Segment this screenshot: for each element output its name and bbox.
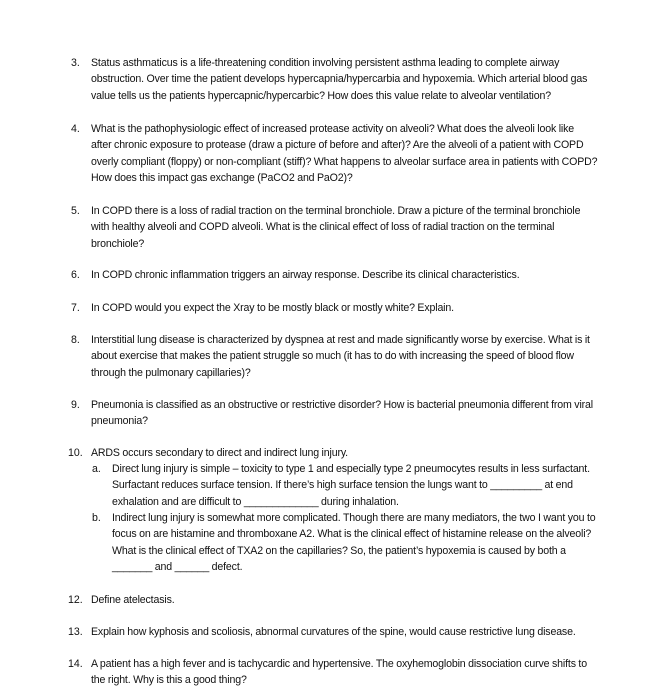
subpart-text (112, 510, 642, 576)
question-number: 14. (68, 658, 83, 670)
question-number: 3. (71, 57, 80, 69)
question-text (91, 624, 621, 640)
text-line: In COPD there is a loss of radial traction on the terminal bronchiole. Draw a picture of the terminal bronchiole (91, 205, 581, 217)
text-line: obstruction. Over time the patient develops hypercapnia/hypercarbia and hypoxemia. Which arterial blood gas (91, 73, 588, 86)
question-number: 12. (68, 594, 83, 606)
question-text (91, 332, 621, 381)
text-line: pneumonia? (91, 415, 148, 428)
text-line: through the pulmonary capillaries)? (91, 366, 251, 379)
text-line: Pneumonia is classified as an obstructive or restrictive disorder? How is bacterial pneumonia different from viral (91, 399, 593, 411)
text-line: ARDS occurs secondary to direct and indirect lung injury. (91, 447, 348, 459)
text-line: the right. Why is this a good thing? (91, 674, 247, 687)
text-line: value tells us the patients hypercapnic/hypercarbic? How does this value relate to alveolar ventilation? (91, 89, 551, 102)
question-number: 4. (71, 123, 80, 135)
question-text (91, 592, 621, 608)
question-text (91, 397, 621, 430)
question-number: 5. (71, 205, 80, 217)
text-line: In COPD would you expect the Xray to be mostly black or mostly white? Explain. (91, 302, 454, 314)
text-line: focus on are histamine and thromboxane A2. What is the clinical effect of histamine release on the alveoli? (112, 528, 592, 541)
text-line: bronchiole? (91, 237, 145, 250)
text-line: with healthy alveoli and COPD alveoli. What is the clinical effect of loss of radial traction on the terminal (91, 221, 555, 234)
text-line: about exercise that makes the patient struggle so much (it has to do with increasing the speed of blood flow (91, 350, 574, 363)
text-line: after chronic exposure to protease (draw a picture of before and after)? Are the alveoli of a patient with COPD (91, 139, 584, 152)
question-number: 9. (71, 399, 80, 411)
text-line: Direct lung injury is simple – toxicity to type 1 and especially type 2 pneumocytes results in less surfactant. (112, 463, 590, 475)
text-line: How does this impact gas exchange (PaCO2 and PaO2)? (91, 172, 353, 185)
text-line: overly compliant (floppy) or non-compliant (stiff)? What happens to alveolar surface area in patients with COPD? (91, 155, 598, 168)
text-line: In COPD chronic inflammation triggers an airway response. Describe its clinical characteristics. (91, 269, 520, 281)
text-line: Define atelectasis. (91, 594, 175, 606)
text-line: What is the clinical effect of TXA2 on the capillaries? So, the patient’s hypoxemia is caused by both a (112, 544, 566, 557)
question-number: 7. (71, 302, 80, 314)
text-line: Interstitial lung disease is characterized by dyspnea at rest and made significantly worse by exercise. What is it (91, 334, 590, 346)
question-text (91, 445, 621, 461)
subpart-text (112, 461, 642, 510)
question-text (91, 203, 621, 252)
question-text (91, 656, 621, 689)
question-text (91, 267, 621, 283)
text-line: _______ and ______ defect. (112, 561, 243, 574)
text-line: Status asthmaticus is a life-threatening condition involving persistent asthma leading to complete airway (91, 57, 560, 69)
question-text (91, 300, 621, 316)
text-line: A patient has a high fever and is tachycardic and hypertensive. The oxyhemoglobin dissociation curve shifts to (91, 658, 587, 670)
question-text (91, 55, 621, 104)
question-text (91, 121, 621, 187)
text-line: exhalation and are difficult to _____________ during inhalation. (112, 495, 399, 508)
text-line: Indirect lung injury is somewhat more complicated. Though there are many mediators, the two I want you to (112, 512, 596, 524)
subpart-letter: b. (92, 512, 101, 524)
question-number: 13. (68, 626, 83, 638)
question-number: 10. (68, 447, 83, 459)
question-number: 6. (71, 269, 80, 281)
text-line: Explain how kyphosis and scoliosis, abnormal curvatures of the spine, would cause restrictive lung disease. (91, 626, 576, 638)
subpart-letter: a. (92, 463, 101, 475)
text-line: What is the pathophysiologic effect of increased protease activity on alveoli? What does the alveoli look like (91, 123, 575, 135)
question-number: 8. (71, 334, 80, 346)
text-line: Surfactant reduces surface tension. If there’s high surface tension the lungs want to _________ at end (112, 479, 573, 492)
